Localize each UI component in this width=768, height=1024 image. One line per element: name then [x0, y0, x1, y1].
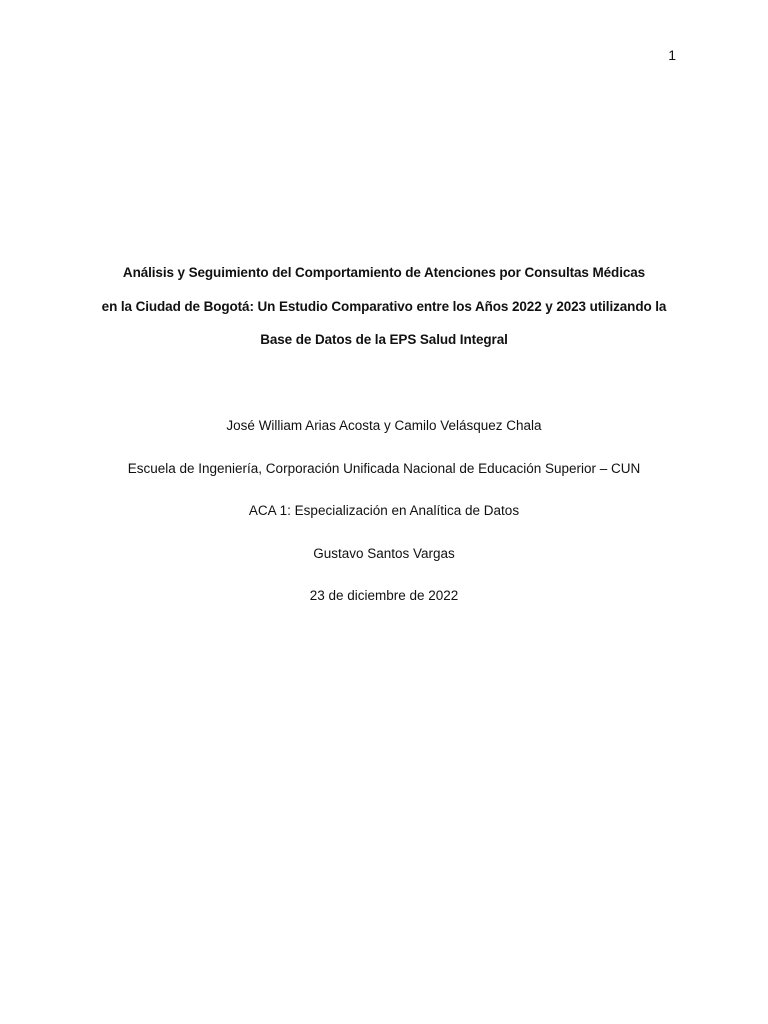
- authors: José William Arias Acosta y Camilo Velásquez Chala: [226, 418, 542, 433]
- date: 23 de diciembre de 2022: [309, 588, 459, 603]
- institution: Escuela de Ingeniería, Corporación Unificada Nacional de Educación Superior – CUN: [127, 460, 641, 476]
- title-line-2: en la Ciudad de Bogotá: Un Estudio Comparativo entre los Años 2022 y 2023 utilizando la: [101, 298, 667, 314]
- title-line-3: Base de Datos de la EPS Salud Integral: [260, 332, 508, 347]
- title-line-1: Análisis y Seguimiento del Comportamiento de Atenciones por Consultas Médicas: [122, 265, 646, 280]
- title-page-details: [90, 414, 678, 627]
- document-title: [90, 262, 678, 363]
- instructor: Gustavo Santos Vargas: [313, 545, 455, 561]
- page-number: 1: [668, 47, 676, 63]
- course: ACA 1: Especialización en Analítica de Datos: [248, 503, 520, 518]
